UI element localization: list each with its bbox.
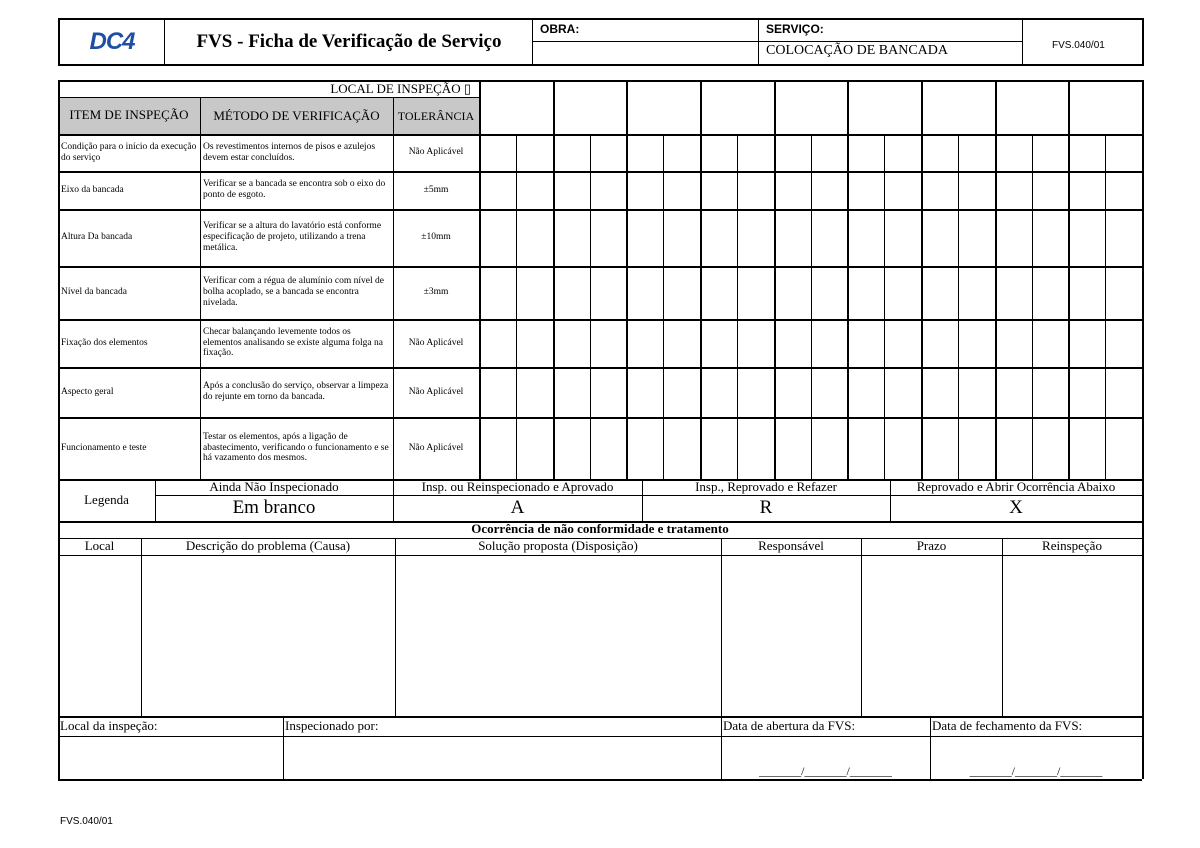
- local-inspecao-label: [58, 81, 473, 98]
- legend-symbol: [393, 495, 642, 521]
- footer-form-code: FVS.040/01: [60, 816, 113, 827]
- grid-group-divider: [847, 80, 849, 479]
- footer-field-label: [283, 716, 721, 736]
- date-placeholder: [930, 736, 1142, 779]
- row-tolerance-text: ±5mm: [423, 184, 449, 195]
- row-method-text: Verificar com a régua de alumínio com nível de bolha acoplado, se a bancada se encontra nivelada.: [203, 276, 384, 308]
- legend-symbol: [890, 495, 1142, 521]
- table-border-right: [1142, 80, 1144, 479]
- grid-group-divider: [553, 80, 555, 479]
- legend-symbol: [642, 495, 890, 521]
- footer-field-input[interactable]: [285, 738, 719, 777]
- occurrence-col-header: [1002, 538, 1142, 555]
- legend-desc: [155, 479, 393, 495]
- occurrence-col-header-text: Prazo: [916, 538, 947, 554]
- legend-symbol-text: Em branco: [232, 497, 316, 519]
- footer-field-label: [930, 716, 1142, 736]
- row-tolerance-text: Não Aplicável: [408, 386, 464, 397]
- grid-group-divider: [774, 80, 776, 479]
- grid-sub-divider: [663, 134, 664, 479]
- legend-symbol-text: A: [510, 497, 525, 519]
- row-item-text: Condição para o início da execução do serviço: [61, 141, 197, 163]
- column-header-item-text: ITEM DE INSPEÇÃO: [69, 107, 189, 123]
- row-method: [200, 134, 393, 171]
- occurrence-col-header: [721, 538, 861, 555]
- footer-field-input[interactable]: [60, 738, 281, 777]
- occurrence-input-area[interactable]: [143, 557, 393, 714]
- row-method-text: Testar os elementos, após a ligação de abastecimento, verificando o funcionamento e se há vazamento dos mesmos.: [203, 431, 389, 464]
- footer-divider: [283, 716, 284, 779]
- column-header-item: [58, 97, 200, 134]
- occ-col-divider: [395, 538, 396, 716]
- column-header-tolerance-text: TOLERÂNCIA: [397, 108, 475, 123]
- row-tolerance: [393, 319, 479, 367]
- occurrence-input-area[interactable]: [863, 557, 1000, 714]
- row-item: [58, 134, 200, 171]
- occurrence-col-header-text: Solução proposta (Disposição): [478, 538, 638, 554]
- legend-desc: [890, 479, 1142, 495]
- occ-header-line: [58, 555, 1142, 556]
- occurrence-col-header: [395, 538, 721, 555]
- row-item: [58, 266, 200, 319]
- row-method: [200, 209, 393, 266]
- footer-field-label-text: Inspecionado por:: [285, 717, 379, 733]
- occ-col-divider: [721, 538, 722, 716]
- row-item: [58, 171, 200, 209]
- footer-field-label: [721, 716, 930, 736]
- row-item-text: Altura Da bancada: [61, 232, 133, 243]
- occ-col-divider: [861, 538, 862, 716]
- legend-symbol: [155, 495, 393, 521]
- footer-field-label: [58, 716, 283, 736]
- footer-field-label-text: Data de fechamento da FVS:: [932, 717, 1083, 733]
- grid-group-divider: [626, 80, 628, 479]
- row-tolerance-text: Não Aplicável: [408, 147, 464, 158]
- occurrence-input-area[interactable]: [1004, 557, 1140, 714]
- legend-symbol-text: R: [759, 497, 773, 519]
- grid-sub-divider: [884, 134, 885, 479]
- grid-sub-divider: [1105, 134, 1106, 479]
- row-method: [200, 266, 393, 319]
- servico-value: COLOCAÇÃO DE BANCADA: [766, 43, 949, 58]
- legend-desc: [393, 479, 642, 495]
- grid-sub-divider: [1032, 134, 1033, 479]
- grid-group-divider: [921, 80, 923, 479]
- column-header-method: [200, 97, 393, 134]
- servico-label: SERVIÇO:: [766, 22, 824, 36]
- legend-border-right: [1142, 479, 1144, 521]
- column-header-method-text: MÉTODO DE VERIFICAÇÃO: [213, 108, 380, 123]
- grid-sub-divider: [958, 134, 959, 479]
- logo-text: DC4: [89, 28, 135, 55]
- row-item: [58, 209, 200, 266]
- legend-desc-text: Ainda Não Inspecionado: [209, 479, 339, 494]
- row-item-text: Eixo da bancada: [61, 184, 124, 195]
- page-title: FVS - Ficha de Verificação de Serviço: [196, 31, 502, 52]
- occurrence-col-header: [861, 538, 1002, 555]
- occurrence-title: [58, 521, 1142, 538]
- occurrence-input-area[interactable]: [397, 557, 719, 714]
- occurrence-col-header-text: Descrição do problema (Causa): [185, 538, 351, 554]
- occ-col-divider: [141, 538, 142, 716]
- occurrence-col-header-text: Local: [84, 538, 115, 554]
- row-item-text: Aspecto geral: [61, 386, 114, 397]
- col-divider: [479, 80, 481, 479]
- row-tolerance-text: Não Aplicável: [408, 337, 464, 348]
- occurrence-col-header-text: Responsável: [758, 538, 824, 554]
- row-method-text: Verificar se a bancada se encontra sob o eixo do ponto de esgoto.: [203, 179, 386, 200]
- row-method-text: Checar balançando levemente todos os elementos analisando se existe alguma folga na fixação.: [203, 326, 383, 359]
- occurrence-input-area[interactable]: [723, 557, 859, 714]
- grid-sub-divider: [590, 134, 591, 479]
- legend-desc-text: Insp., Reprovado e Refazer: [695, 479, 837, 494]
- row-tolerance: [393, 171, 479, 209]
- grid-group-divider: [1068, 80, 1070, 479]
- row-tolerance-text: ±10mm: [421, 232, 451, 243]
- row-item-text: Funcionamento e teste: [61, 442, 147, 453]
- occurrence-input-area[interactable]: [60, 557, 139, 714]
- row-method: [200, 171, 393, 209]
- occurrence-col-header-text: Reinspeção: [1042, 538, 1102, 554]
- row-tolerance: [393, 417, 479, 479]
- legend-desc-text: Reprovado e Abrir Ocorrência Abaixo: [916, 479, 1116, 494]
- obra-label: OBRA:: [540, 22, 580, 36]
- grid-sub-divider: [811, 134, 812, 479]
- row-method-text: Após a conclusão do serviço, observar a limpeza do rejunte em torno da bancada.: [203, 381, 389, 402]
- row-method-text: Verificar se a altura do lavatório está conforme especificação de projeto, utilizando a trena metálica.: [203, 221, 382, 253]
- row-item: [58, 367, 200, 417]
- local-inspecao-text: LOCAL DE INSPEÇÃO ▯: [330, 81, 471, 97]
- date-placeholder: [721, 736, 930, 779]
- row-tolerance: [393, 134, 479, 171]
- footer-field-label-text: Data de abertura da FVS:: [723, 717, 856, 733]
- occ-col-divider: [1002, 538, 1003, 716]
- legend-desc-text: Insp. ou Reinspecionado e Aprovado: [421, 479, 614, 494]
- row-method: [200, 417, 393, 479]
- date-placeholder-text: _______/_______/_______: [969, 764, 1103, 779]
- occ-border-right: [1142, 521, 1144, 779]
- grid-group-divider: [700, 80, 702, 479]
- footer-field-label-text: Local da inspeção:: [60, 717, 158, 733]
- legend-symbol-text: X: [1009, 497, 1023, 519]
- legend-desc: [642, 479, 890, 495]
- grid-sub-divider: [516, 134, 517, 479]
- occurrence-col-header: [58, 538, 141, 555]
- row-item-text: Fixação dos elementos: [61, 337, 148, 348]
- row-tolerance: [393, 266, 479, 319]
- row-tolerance: [393, 209, 479, 266]
- row-item: [58, 319, 200, 367]
- grid-group-divider: [995, 80, 997, 479]
- occurrence-title-text: Ocorrência de não conformidade e tratamento: [471, 521, 729, 537]
- row-item: [58, 417, 200, 479]
- row-method: [200, 319, 393, 367]
- form-code: FVS.040/01: [1052, 40, 1105, 51]
- grid-sub-divider: [737, 134, 738, 479]
- footer-bottom-line: [58, 779, 1142, 781]
- occurrence-col-header: [141, 538, 395, 555]
- date-placeholder-text: _______/_______/_______: [759, 764, 892, 779]
- row-item-text: Nível da bancada: [61, 287, 127, 298]
- row-method-text: Os revestimentos internos de pisos e azulejos devem estar concluídos.: [203, 141, 376, 163]
- row-method: [200, 367, 393, 417]
- legend-label-text: Legenda: [84, 491, 129, 507]
- legend-label: [58, 479, 155, 521]
- column-header-tolerance: [393, 97, 479, 134]
- row-tolerance: [393, 367, 479, 417]
- row-tolerance-text: Não Aplicável: [408, 442, 464, 453]
- row-tolerance-text: ±3mm: [423, 287, 449, 298]
